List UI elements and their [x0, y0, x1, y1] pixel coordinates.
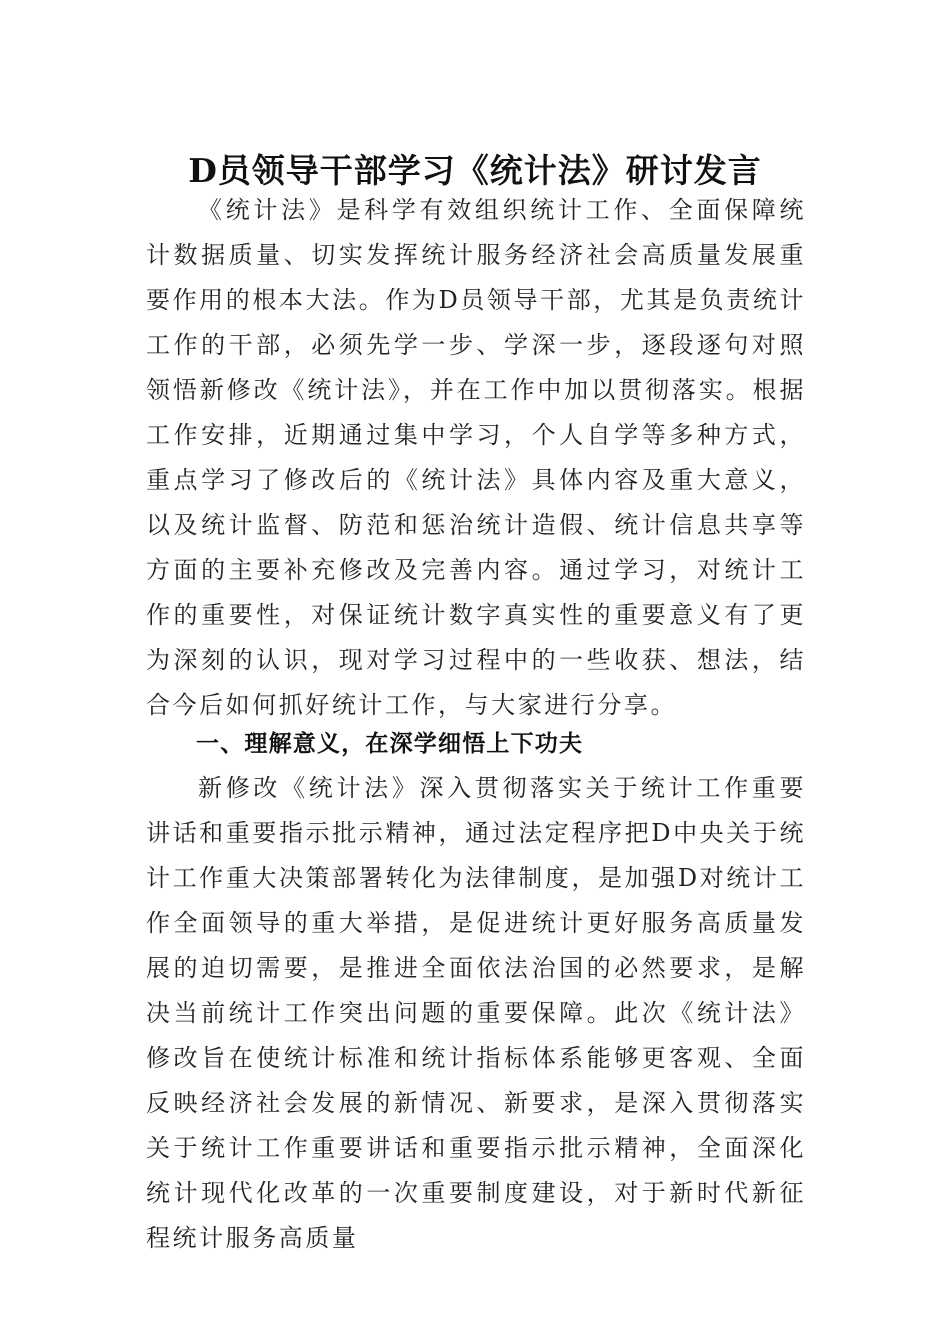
intro-paragraph: 《统计法》是科学有效组织统计工作、全面保障统计数据质量、切实发挥统计服务经济社会高质量发展重要作用的根本大法。作为D员领导干部，尤其是负责统计工作的干部，必须先学一步、学深一步，逐段逐句对照领悟新修改《统计法》，并在工作中加以贯彻落实。根据工作安排，近期通过集中学习，个人自学等多种方式，重点学习了修改后的《统计法》具体内容及重大意义，以及统计监督、防范和惩治统计造假、统计信息共享等方面的主要补充修改及完善内容。通过学习，对统计工作的重要性，对保证统计数字真实性的重要意义有了更为深刻的认识，现对学习过程中的一些收获、想法，结合今后如何抓好统计工作，与大家进行分享。	[146, 196, 806, 719]
section-heading: 一、理解意义，在深学细悟上下功夫	[196, 731, 584, 757]
section-paragraph: 新修改《统计法》深入贯彻落实关于统计工作重要讲话和重要指示批示精神，通过法定程序把D中央关于统计工作重大决策部署转化为法律制度，是加强D对统计工作全面领导的重大举措，是促进统计更好服务高质量发展的迫切需要，是推进全面依法治国的必然要求，是解决当前统计工作突出问题的重要保障。此次《统计法》修改旨在使统计标准和统计指标体系能够更客观、全面反映经济社会发展的新情况、新要求，是深入贯彻落实关于统计工作重要讲话和重要指示批示精神，全面深化统计现代化改革的一次重要制度建设，对于新时代新征程统计服务高质量	[146, 774, 806, 1252]
document-title: D员领导干部学习《统计法》研讨发言	[188, 151, 762, 191]
